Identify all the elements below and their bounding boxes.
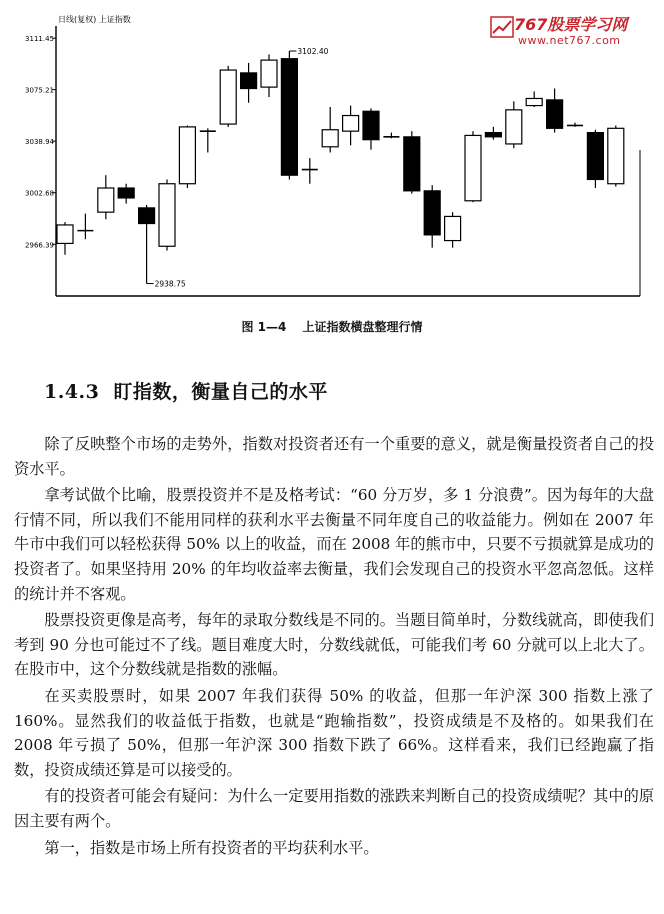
candle-body	[343, 116, 359, 132]
y-tick-label: 3111.45	[25, 35, 54, 44]
candle-body	[404, 137, 420, 191]
y-tick-label: 3002.68	[25, 189, 54, 198]
paragraph: 有的投资者可能会有疑问：为什么一定要用指数的涨跌来判断自己的投资成绩呢？其中的原因主要有两个。	[14, 787, 654, 830]
trend-chart-icon	[490, 16, 514, 38]
candle-body	[608, 128, 624, 183]
candle-body	[445, 216, 461, 240]
paragraph: 第一，指数是市场上所有投资者的平均获利水平。	[44, 838, 379, 857]
candle-body	[179, 127, 195, 184]
candle-body	[587, 133, 603, 180]
candle-body	[98, 188, 114, 212]
candle-body	[261, 60, 277, 87]
chart-annotations	[147, 47, 329, 289]
chart-title: 日线(复权) 上证指数	[58, 15, 131, 24]
paragraph: 拿考试做个比喻，股票投资并不是及格考试：“60 分万岁，多 1 分浪费”。因为每年的大盘行情不同，所以我们不能用同样的获利水平去衡量不同年度自己的收益能力。例如在 2007 年牛市中我们可以轻松获得 50% 以上的收益，而在 2008 年的熊市中，只要不亏损就算是成功的投资者了。如果坚持用 20% 的年均收益率去衡量，我们会发现自己的投资水平忽高忽低。这样的统计并不客观。	[14, 486, 654, 603]
section-number: 1.4.3	[44, 381, 100, 403]
candle-body	[281, 59, 297, 176]
candle-body	[118, 188, 134, 198]
logo-text: 767股票学习网	[514, 15, 628, 34]
section-title: 盯指数，衡量自己的水平	[113, 381, 328, 403]
candle-body	[526, 98, 542, 105]
candle-body	[57, 225, 73, 243]
candles	[57, 51, 624, 284]
candle-body	[159, 184, 175, 247]
logo-url: www.net767.com	[518, 34, 621, 47]
candle-body	[220, 70, 236, 124]
section-heading	[44, 377, 342, 404]
figure-title: 上证指数横盘整理行情	[302, 320, 423, 334]
body-text	[14, 432, 654, 862]
candle-body	[485, 133, 501, 137]
candle-body	[139, 208, 155, 224]
y-tick-label: 3038.94	[25, 138, 54, 147]
y-tick-label: 2966.39	[25, 241, 54, 250]
annotation-label: 2938.75	[154, 279, 186, 289]
paragraph: 在买卖股票时，如果 2007 年我们获得 50% 的收益，但那一年沪深 300 指数上涨了 160%。显然我们的收益低于指数，也就是“跑输指数”，投资成绩是不及格的。如果我们在 2008 年亏损了 50%，但那一年沪深 300 指数下跌了 66%。这样看来，我们已经跑赢了指数，投资成绩还算是可以接受的。	[14, 686, 654, 779]
y-axis-ticks	[25, 35, 56, 249]
candle-body	[363, 111, 379, 139]
figure-number: 图 1—4	[241, 320, 287, 334]
paragraph: 股票投资更像是高考，每年的录取分数线是不同的。当题目简单时，分数线就高，即使我们考到 90 分也可能过不了线。题目难度大时，分数线就低，可能我们考 60 分就可以上北大了。在股市中，这个分数线就是指数的涨幅。	[14, 611, 654, 679]
candle-body	[241, 73, 257, 89]
candle-body	[322, 130, 338, 147]
paragraph: 除了反映整个市场的走势外，指数对投资者还有一个重要的意义，就是衡量投资者自己的投资水平。	[14, 435, 654, 478]
candle-body	[465, 135, 481, 200]
site-logo	[488, 10, 636, 54]
annotation-label: 3102.40	[297, 47, 329, 57]
candle-body	[547, 100, 563, 128]
candle-body	[424, 191, 440, 235]
candle-body	[506, 110, 522, 144]
figure-caption	[0, 318, 664, 335]
y-tick-label: 3075.21	[25, 86, 54, 95]
